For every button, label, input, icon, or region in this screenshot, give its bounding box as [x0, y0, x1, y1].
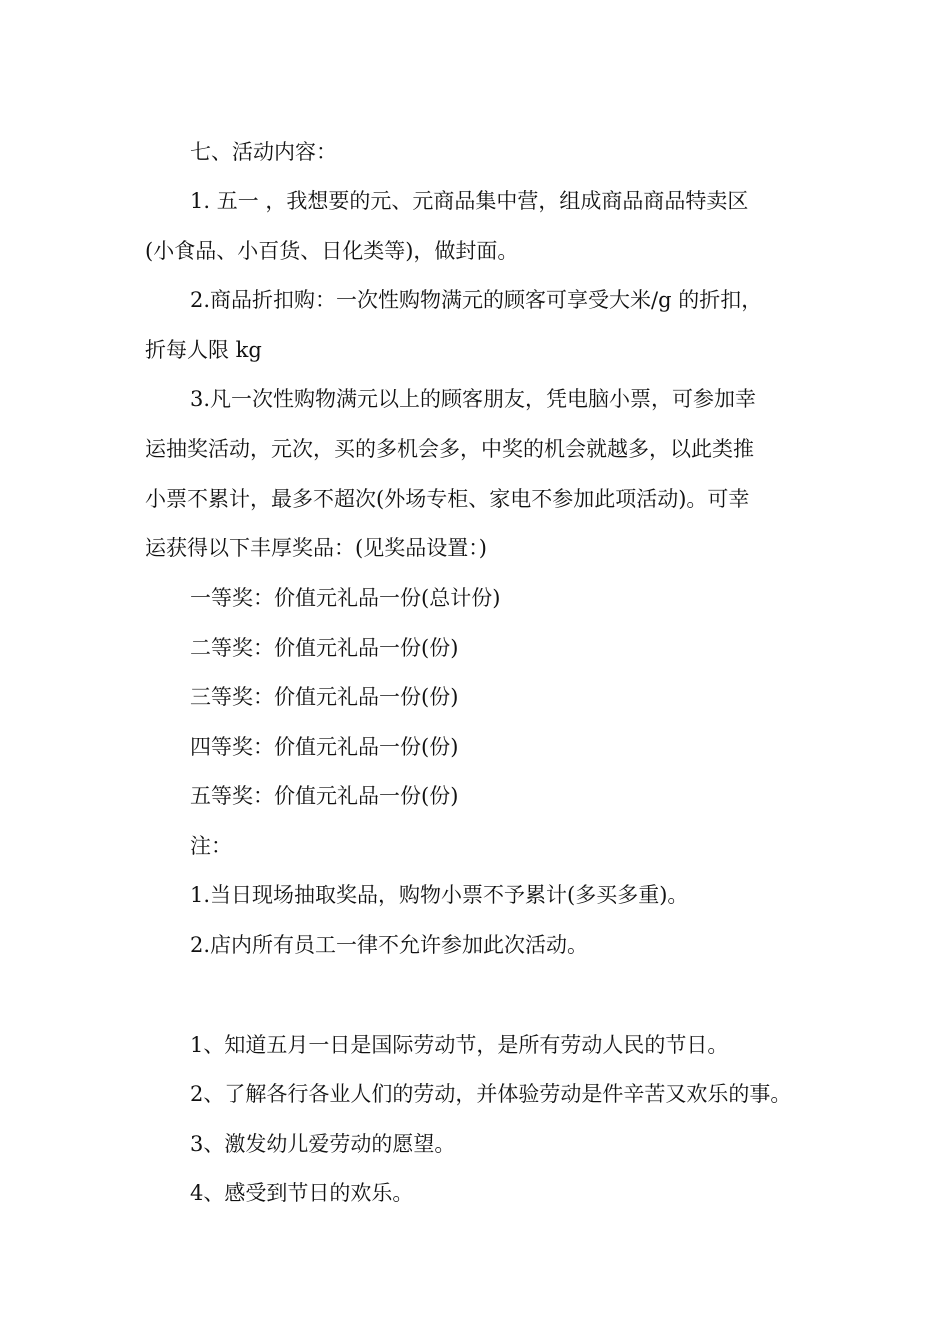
activity-item-3-line-4: 运获得以下丰厚奖品：(见奖品设置：): [145, 536, 487, 560]
goal-item-3: 3、激发幼儿爱劳动的愿望。: [190, 1132, 456, 1156]
activity-item-3-line-2: 运抽奖活动，元次，买的多机会多，中奖的机会就越多，以此类推: [145, 437, 754, 461]
activity-item-3-line-1: 3.凡一次性购物满元以上的顾客朋友，凭电脑小票，可参加幸: [190, 387, 757, 411]
activity-item-2-line-1: 2.商品折扣购：一次性购物满元的顾客可享受大米/g 的折扣，: [190, 288, 763, 312]
note-item-1: 1.当日现场抽取奖品，购物小票不予累计(多买多重)。: [190, 883, 689, 907]
activity-item-3-line-3: 小票不累计，最多不超次(外场专柜、家电不参加此项活动)。可幸: [145, 487, 750, 511]
note-item-2: 2.店内所有员工一律不允许参加此次活动。: [190, 933, 589, 957]
prize-first: 一等奖：价值元礼品一份(总计份): [190, 586, 501, 610]
activity-item-1-line-1: 1. 五一 ，我想要的元、元商品集中营，组成商品商品特卖区: [190, 189, 749, 213]
activity-item-1-line-2: (小食品、小百货、日化类等)，做封面。: [145, 239, 519, 263]
goal-item-2: 2、了解各行各业人们的劳动，并体验劳动是件辛苦又欢乐的事。: [190, 1082, 792, 1106]
note-heading: 注：: [190, 834, 232, 858]
prize-fifth: 五等奖：价值元礼品一份(份): [190, 784, 459, 808]
goal-item-4: 4、感受到节日的欢乐。: [190, 1181, 414, 1205]
prize-third: 三等奖：价值元礼品一份(份): [190, 685, 459, 709]
prize-second: 二等奖：价值元礼品一份(份): [190, 636, 459, 660]
prize-fourth: 四等奖：价值元礼品一份(份): [190, 735, 459, 759]
activity-item-2-line-2: 折每人限 kg: [145, 338, 262, 362]
activity-heading: 七、活动内容：: [190, 140, 337, 164]
goal-item-1: 1、知道五月一日是国际劳动节，是所有劳动人民的节日。: [190, 1033, 729, 1057]
